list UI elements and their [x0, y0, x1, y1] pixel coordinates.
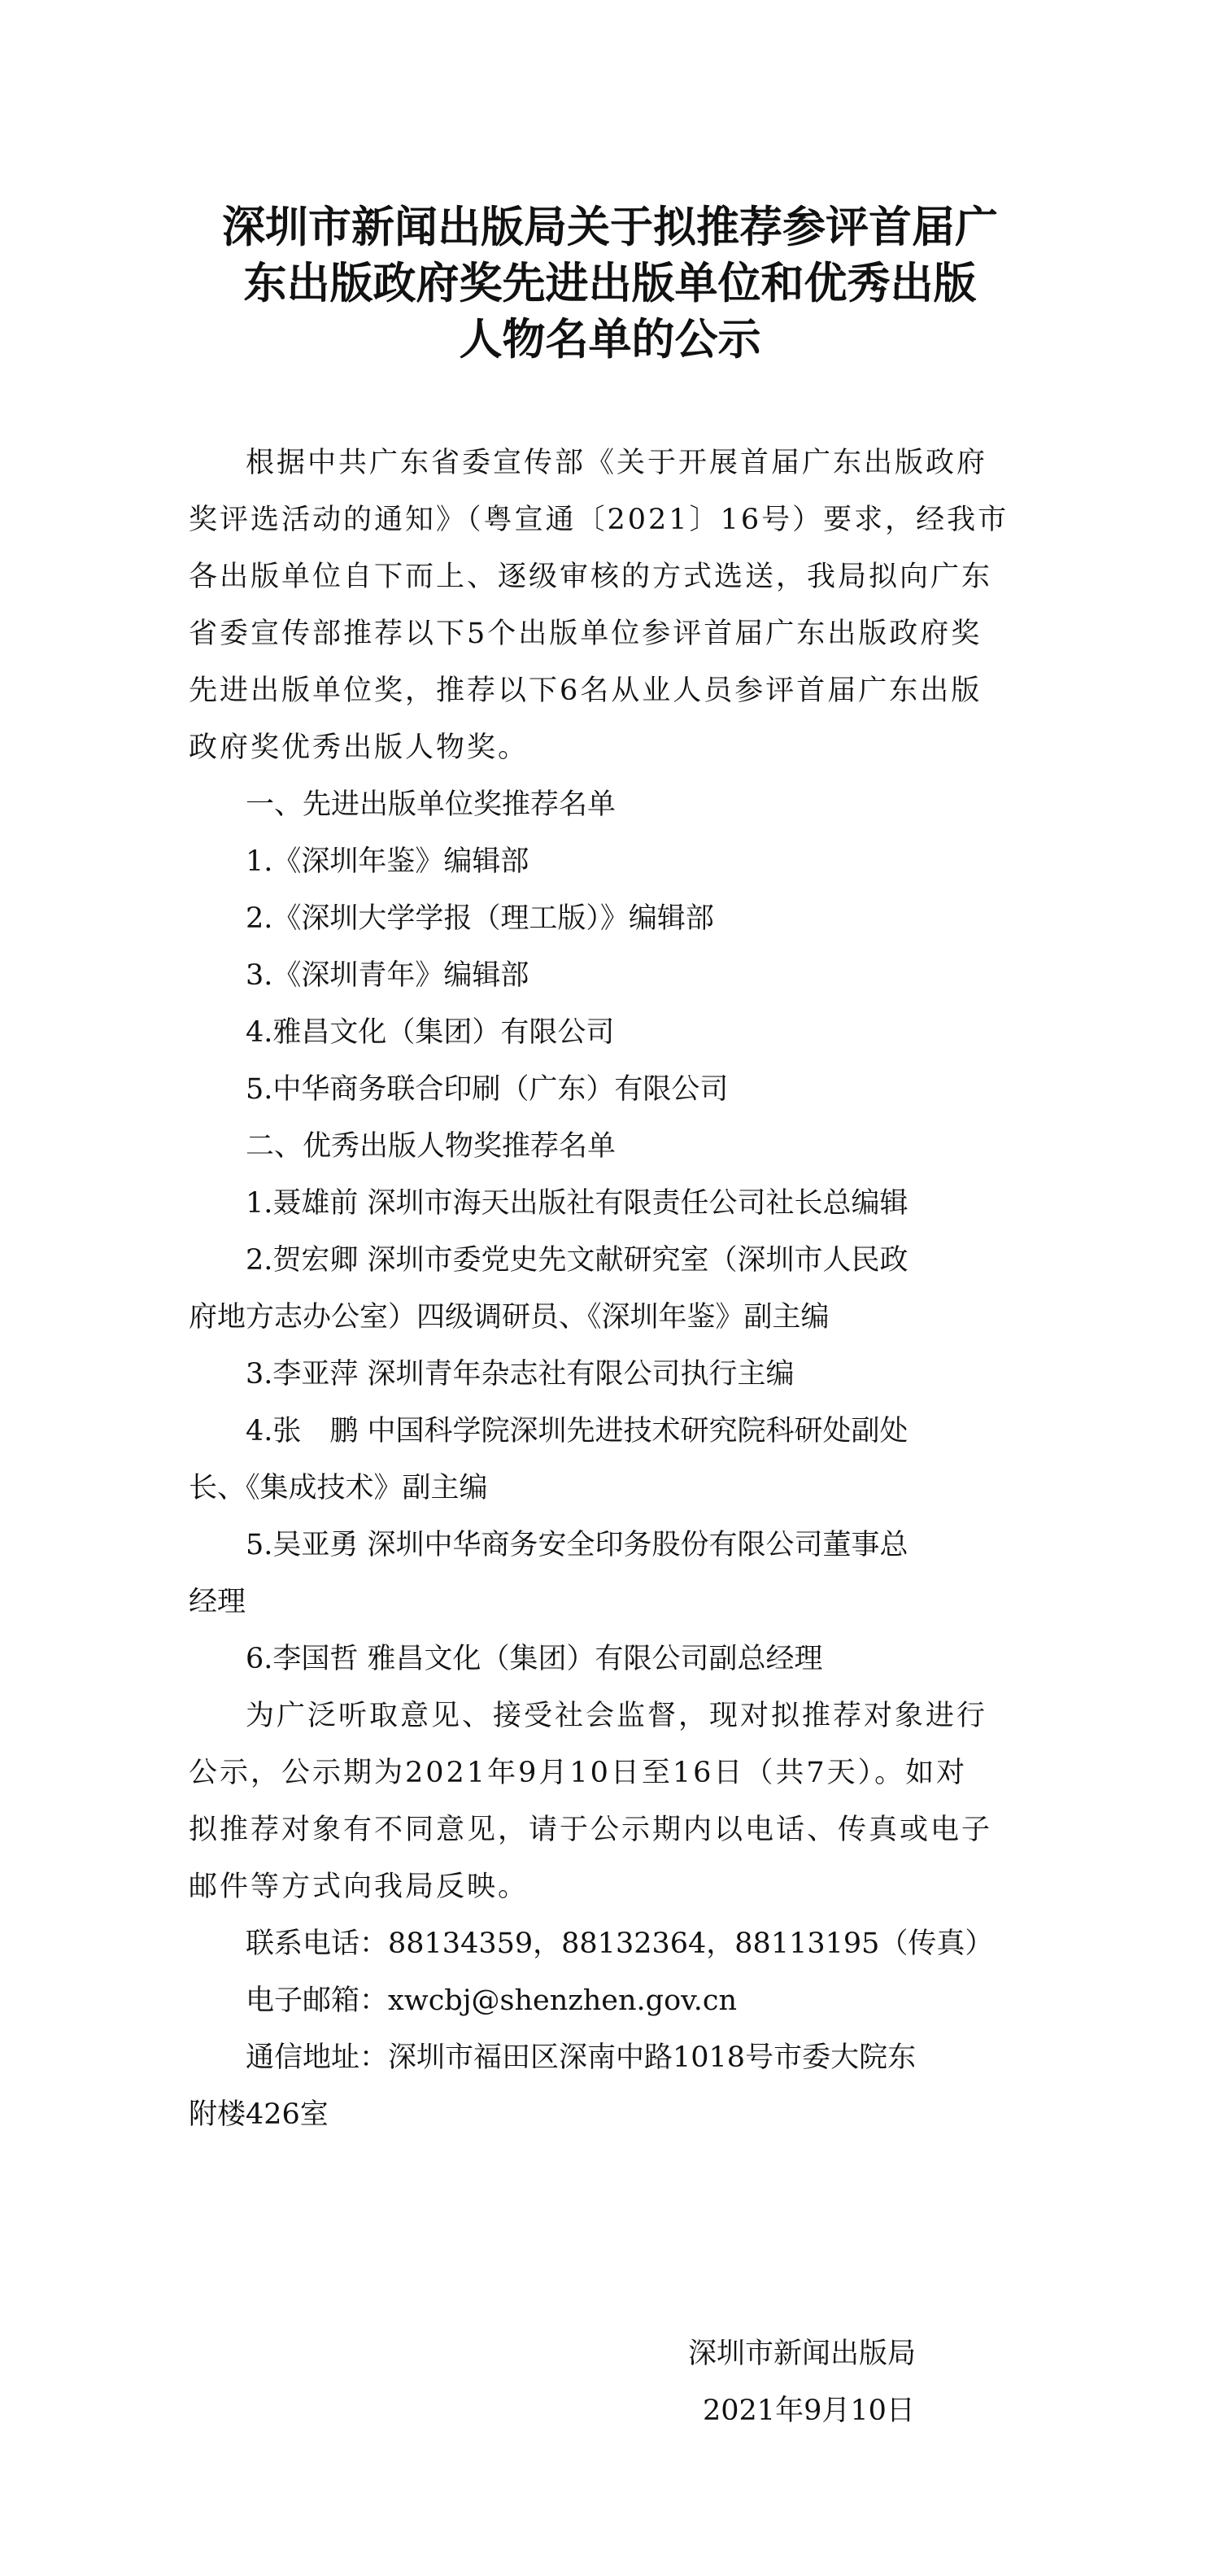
notice-line: 为广泛听取意见、接受社会监督，现对拟推荐对象进行: [246, 1700, 988, 1732]
list-item: 4.雅昌文化（集团）有限公司: [246, 1016, 615, 1049]
list-item-continuation: 经理: [189, 1586, 246, 1618]
list-item: 5.吴亚勇 深圳中华商务安全印务股份有限公司董事总: [246, 1529, 908, 1561]
list-item: 5.中华商务联合印刷（广东）有限公司: [246, 1073, 729, 1106]
title-line: 东出版政府奖先进出版单位和优秀出版: [243, 258, 977, 308]
contact-address: 通信地址：深圳市福田区深南中路1018号市委大院东: [246, 2041, 917, 2074]
list-item-continuation: 府地方志办公室）四级调研员、《深圳年鉴》副主编: [189, 1301, 830, 1334]
intro-line: 先进出版单位奖，推荐以下6名从业人员参评首届广东出版: [189, 675, 983, 707]
notice-line: 邮件等方式向我局反映。: [189, 1871, 529, 1903]
intro-line: 各出版单位自下而上、逐级审核的方式选送，我局拟向广东: [189, 561, 993, 593]
signature-block: [688, 2325, 1013, 2439]
title-line: 人物名单的公示: [459, 314, 761, 365]
list-item: 2.贺宏卿 深圳市委党史先文献研究室（深圳市人民政: [246, 1244, 908, 1277]
contact-email: 电子邮箱：xwcbj@shenzhen.gov.cn: [246, 1984, 738, 2017]
contact-address-continuation: 附楼426室: [189, 2098, 329, 2131]
list-item: 3.李亚萍 深圳青年杂志社有限公司执行主编: [246, 1358, 795, 1391]
notice-line: 拟推荐对象有不同意见，请于公示期内以电话、传真或电子: [189, 1814, 993, 1846]
list-item-continuation: 长、《集成技术》副主编: [189, 1472, 488, 1504]
signature-org: 深圳市新闻出版局: [688, 2338, 917, 2370]
list-item: 1.《深圳年鉴》编辑部: [246, 845, 529, 878]
list-item: 3.《深圳青年》编辑部: [246, 959, 529, 992]
section-heading: 一、先进出版单位奖推荐名单: [246, 788, 617, 821]
list-item: 4.张 鹏 中国科学院深圳先进技术研究院科研处副处: [246, 1415, 908, 1447]
title-line: 深圳市新闻出版局关于拟推荐参评首届广: [222, 202, 998, 252]
document-title: [122, 199, 1098, 368]
list-item: 6.李国哲 雅昌文化（集团）有限公司副总经理: [246, 1643, 823, 1675]
list-item: 2.《深圳大学学报（理工版）》编辑部: [246, 902, 714, 935]
contact-phone: 联系电话：88134359，88132364，88113195（传真）: [246, 1928, 994, 1960]
list-item: 1.聂雄前 深圳市海天出版社有限责任公司社长总编辑: [246, 1187, 908, 1220]
notice-line: 公示，公示期为2021年9月10日至16日（共7天）。如对: [189, 1757, 968, 1789]
intro-line: 奖评选活动的通知》（粤宣通〔2021〕16号）要求，经我市: [189, 504, 1009, 536]
section-heading: 二、优秀出版人物奖推荐名单: [246, 1130, 617, 1163]
document-body: [189, 434, 1035, 2143]
intro-line: 省委宣传部推荐以下5个出版单位参评首届广东出版政府奖: [189, 618, 983, 650]
intro-line: 根据中共广东省委宣传部《关于开展首届广东出版政府: [246, 447, 988, 479]
signature-date: 2021年9月10日: [703, 2395, 915, 2427]
intro-line: 政府奖优秀出版人物奖。: [189, 731, 529, 764]
